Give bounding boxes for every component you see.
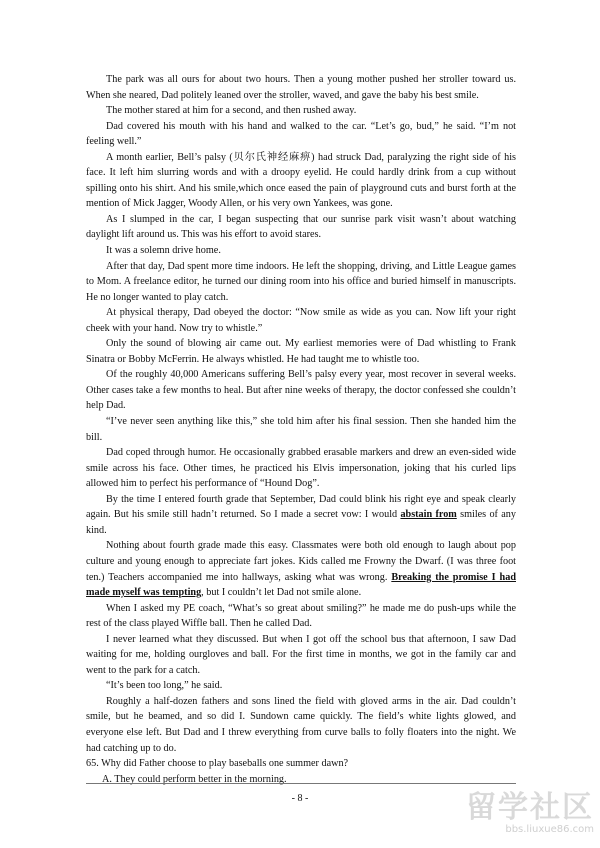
option-a: A. They could perform better in the morning. [102,773,287,785]
paragraph-text: , but I couldn’t let Dad not smile alone. [201,587,362,599]
paragraph: I never learned what they discussed. But when I got off the school bus that afternoon, I saw Dad waiting for me, holding ourgloves and ball. For the first time in months, we got in the family car and went to the park for a catch. [86,633,516,676]
question-65: 65. Why did Father choose to play baseballs one summer dawn? [86,758,349,770]
underlined-phrase: abstain from [400,509,457,521]
paragraph-text: smiles of any kind. [86,509,516,536]
watermark-url: bbs.liuxue86.com [505,824,594,835]
paragraph: Dad coped through humor. He occasionally grabbed erasable markers and drew an even-sided wide smile across his face. Other times, he practiced his Elvis impersonation, joking that his curled lips allowed him to perfect his performance of “Hound Dog”. [86,447,516,490]
paragraph-text: Nothing about fourth grade made this easy. Classmates were both old enough to laugh about pop culture and young enough to appreciate fart jokes. Kids called me Frowny the Dwarf. (I was three foot ten.) Teachers accompanied me into hallways, asking what was wrong. [86,540,516,583]
paragraph: “It’s been too long,” he said. [106,680,223,692]
paragraph: “I’ve never seen anything like this,” she told him after his final session. Then she handed him the bill. [86,416,516,443]
paragraph: It was a solemn drive home. [106,245,221,257]
paragraph-text: By the time I entered fourth grade that September, Dad could blink his right eye and speak clearly again. But his smile still hadn’t returned. So I made a secret vow: I would [86,493,516,521]
passage-text [86,72,516,787]
paragraph: Only the sound of blowing air came out. My earliest memories were of Dad whistling to Frank Sinatra or Bobby McFerrin. He always whistled. He had taught me to whistle too. [86,338,516,365]
underlined-phrase: Breaking the promise I had made myself was tempting [86,571,516,599]
page-number: - 8 - [291,793,309,804]
watermark-text: 留学社区 [466,790,594,825]
paragraph: The mother stared at him for a second, and then rushed away. [106,105,357,117]
paragraph: Of the roughly 40,000 Americans suffering Bell’s palsy every year, most recover in several weeks. Other cases take a few months to heal. But after nine weeks of therapy, the doctor confessed she couldn’t help Dad. [86,369,516,412]
paragraph: After that day, Dad spent more time indoors. He left the shopping, driving, and Little League games to Mom. A freelance editor, he turned our dining room into his office and buried himself in manuscripts. He no longer wanted to play catch. [86,260,516,303]
paragraph: Roughly a half-dozen fathers and sons lined the field with gloved arms in the air. Dad couldn’t smile, but he beamed, and so did I. Sundown came quickly. The field’s white lights glowed, and everyone else left. But Dad and I threw everything from curve balls to folly floaters into the night. We had catching up to do. [86,695,516,754]
paragraph: At physical therapy, Dad obeyed the doctor: “Now smile as wide as you can. Now lift your right cheek with your hand. Now try to whistle.” [86,307,516,334]
paragraph-classmates [86,538,516,600]
paragraph: As I slumped in the car, I began suspecting that our sunrise park visit wasn’t about watching daylight lift around us. This was his effort to avoid stares. [86,213,516,241]
paragraph: A month earlier, Bell’s palsy (贝尔氏神经麻痹) had struck Dad, paralyzing the right side of his face. It left him slurring words and with a droopy eyelid. He could hardly drink from a cup without spilling onto his shirt. And his smile,which once eased the pain of playground cuts and burst forth at the mention of Mick Jagger, Woody Allen, or his very own Yankees, was gone. [86,151,516,210]
paragraph-vow [86,492,516,539]
paragraph: When I asked my PE coach, “What’s so great about smiling?” he made me do push-ups while the rest of the class played Wiffle ball. Then he called Dad. [86,602,516,630]
paragraph: Dad covered his mouth with his hand and walked to the car. “Let’s go, bud,” he said. “I’m not feeling well.” [86,120,516,148]
paragraph: The park was all ours for about two hours. Then a young mother pushed her stroller toward us. When she neared, Dad politely leaned over the stroller, waved, and gave the baby his best smile. [86,74,516,101]
footer-divider [86,783,516,784]
